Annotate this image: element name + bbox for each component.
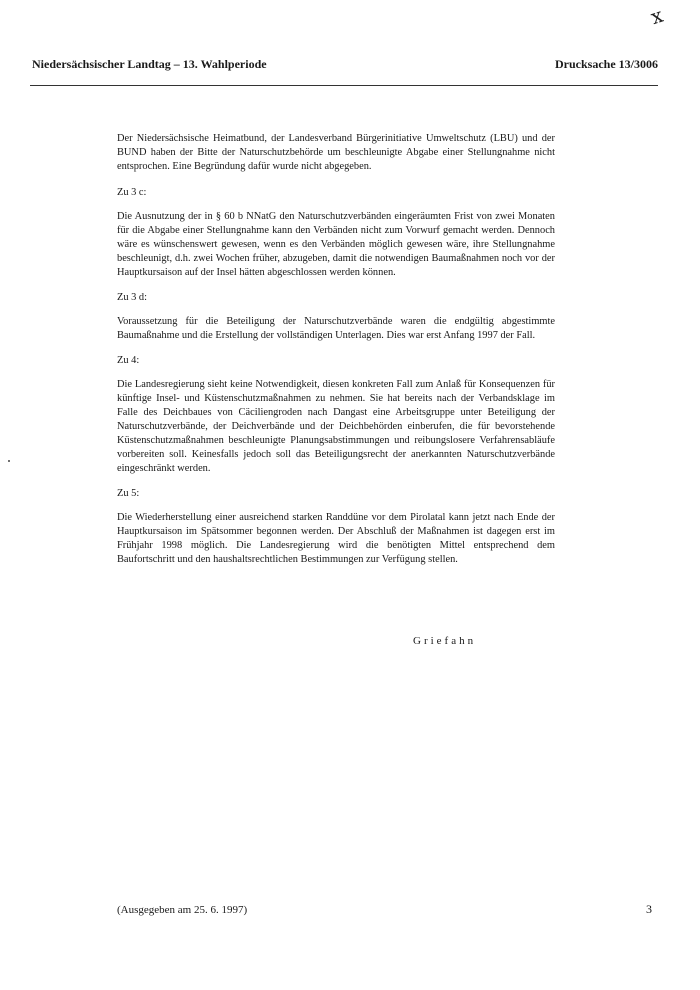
page-number: 3 <box>646 902 652 916</box>
issue-date: (Ausgegeben am 25. 6. 1997) <box>117 904 248 916</box>
header-rule <box>30 85 658 86</box>
document-number: Drucksache 13/3006 <box>555 57 658 71</box>
section-heading: Zu 5: <box>117 488 140 499</box>
document-body <box>117 132 555 567</box>
section-paragraph: Die Ausnutzung der in § 60 b NNatG den Naturschutzverbänden eingeräumten Frist von zwei Monaten für die Abgabe einer Stellungnahme kann den Verbänden nicht zum Vorwurf gemacht werden. Dennoch wäre es wünschenswert gewesen, wenn es den Verbänden möglich gewesen wäre, ihre Stellungnahme beschleunigt, d.h. zwei Wochen früher, abzugeben, damit die notwendigen Baumaßnahmen noch vor der Hauptkursaison auf der Insel hätten abgeschlossen werden können. <box>117 211 555 278</box>
parliament-title: Niedersächsischer Landtag – 13. Wahlperiode <box>32 57 267 71</box>
page-header <box>32 57 658 72</box>
section-paragraph: Voraussetzung für die Beteiligung der Naturschutzverbände waren die endgültig abgestimmte Baumaßnahme und die Erstellung der vollständigen Unterlagen. Dies war erst Anfang 1997 der Fall. <box>117 316 555 341</box>
section-paragraph: Die Wiederherstellung einer ausreichend starken Randdüne vor dem Pirolatal kann jetzt nach Ende der Hauptkursaison im Spätsommer begonnen werden. Der Abschluß der Maßnahmen ist dagegen erst im Frühjahr 1998 möglich. Die Landesregierung wird die benötigten Mittel entsprechend dem Baufortschritt und den haushaltsrechtlichen Bestimmungen zur Verfügung stellen. <box>117 512 555 565</box>
section-heading: Zu 3 d: <box>117 292 148 303</box>
section-heading: Zu 3 c: <box>117 187 147 198</box>
section-heading: Zu 4: <box>117 355 140 366</box>
scan-artifact-dot <box>8 460 10 462</box>
intro-paragraph: Der Niedersächsische Heimatbund, der Landesverband Bürgerinitiative Umweltschutz (LBU) und der BUND haben der Bitte der Naturschutzbehörde um beschleunigte Abgabe einer Stellungnahme nicht entsprochen. Eine Begründung dafür wurde nicht abgegeben. <box>117 133 555 172</box>
handwritten-mark: x <box>647 2 666 30</box>
section-paragraph: Die Landesregierung sieht keine Notwendigkeit, diesen konkreten Fall zum Anlaß für Konsequenzen für künftige Insel- und Küstenschutzmaßnahmen zu nehmen. Sie hat bereits nach der Verbandsklage im Falle des Deichbaues von Cäciliengroden nach Dangast eine Arbeitsgruppe unter Beteiligung der Naturschutzverbände, der Deichverbände und der Deichbehörden einberufen, die für bevorstehende Küstenschutzmaßnahmen beschleunigte Planungsabstimmungen und reibungslosere Verfahrensabläufe vorbereiten soll. Keinesfalls jedoch soll das Beteiligungsrecht der anerkannten Naturschutzverbände eingeschränkt werden. <box>117 379 555 474</box>
signature: Griefahn <box>413 635 477 647</box>
